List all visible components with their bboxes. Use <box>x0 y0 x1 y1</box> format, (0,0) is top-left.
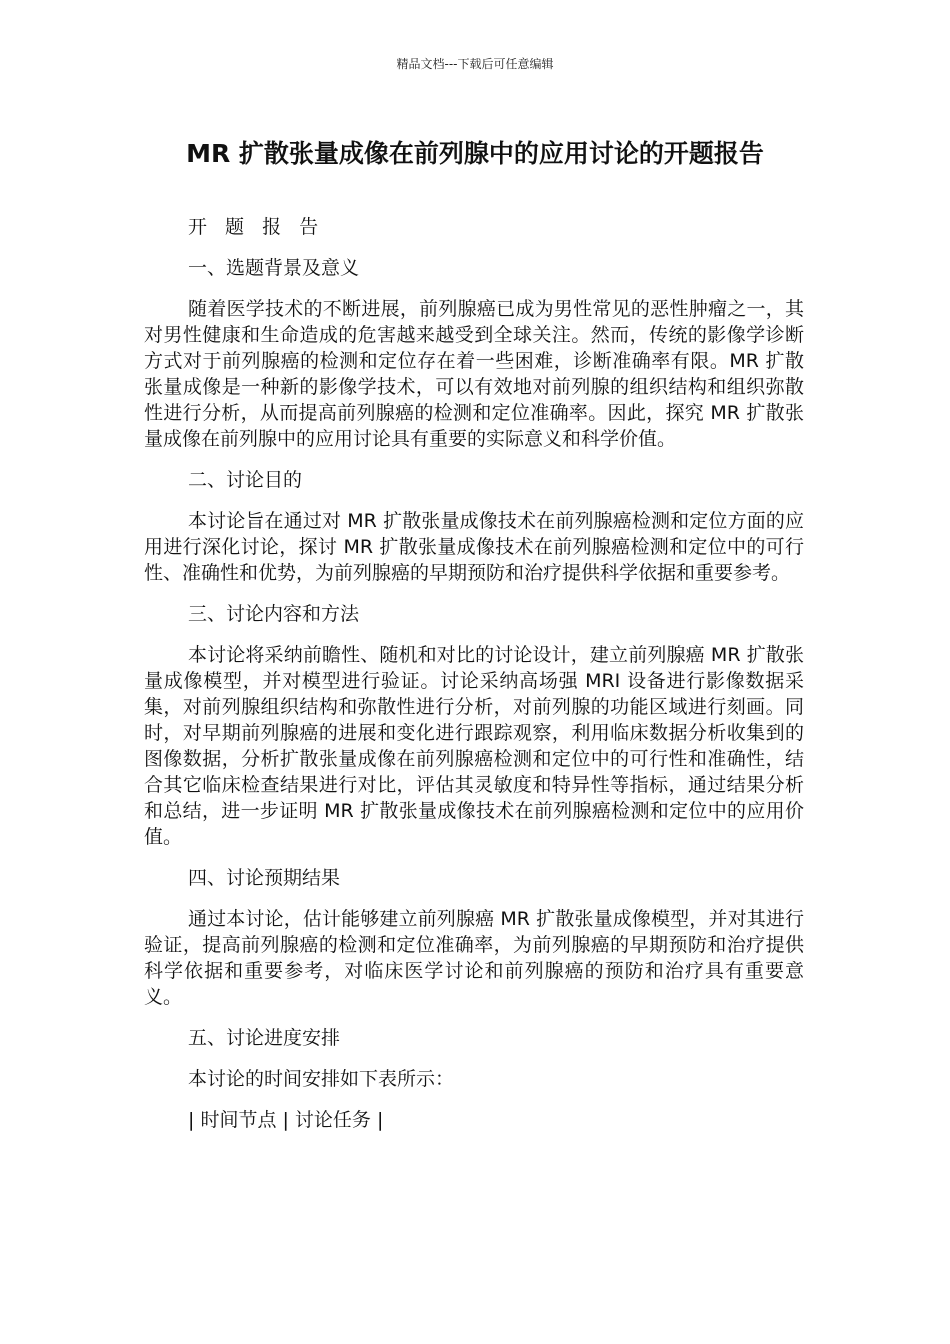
section-paragraph-purpose: 本讨论旨在通过对 MR 扩散张量成像技术在前列腺癌检测和定位方面的应用进行深化讨论，探讨 MR 扩散张量成像技术在前列腺癌检测和定位中的可行性、准确性和优势，为前列腺癌的早期预防和治疗提供科学依据和重要参考。 <box>144 510 804 584</box>
schedule-table-header: | 时间节点 | 讨论任务 | <box>188 1109 384 1131</box>
section-paragraph-background: 随着医学技术的不断进展，前列腺癌已成为男性常见的恶性肿瘤之一，其对男性健康和生命造成的危害越来越受到全球关注。然而，传统的影像学诊断方式对于前列腺癌的检测和定位存在着一些困难，诊断准确率有限。MR 扩散张量成像是一种新的影像学技术，可以有效地对前列腺的组织结构和组织弥散性进行分析，从而提高前列腺癌的检测和定位准确率。因此，探究 MR 扩散张量成像在前列腺中的应用讨论具有重要的实际意义和科学价值。 <box>144 298 804 450</box>
report-label: 开 题 报 告 <box>188 216 325 238</box>
document-body <box>144 214 804 1148</box>
section-paragraph-schedule: 本讨论的时间安排如下表所示： <box>188 1068 455 1090</box>
section-paragraph-expected-results: 通过本讨论，估计能够建立前列腺癌 MR 扩散张量成像模型，并对其进行验证，提高前列腺癌的检测和定位准确率，为前列腺癌的早期预防和治疗提供科学依据和重要参考，对临床医学讨论和前列腺癌的预防和治疗具有重要意义。 <box>144 908 804 1008</box>
section-heading-schedule: 五、讨论进度安排 <box>188 1027 341 1049</box>
section-heading-purpose: 二、讨论目的 <box>188 469 303 491</box>
section-heading-background: 一、选题背景及意义 <box>188 257 360 279</box>
section-heading-methods: 三、讨论内容和方法 <box>188 603 360 625</box>
document-title: MR 扩散张量成像在前列腺中的应用讨论的开题报告 <box>186 139 764 168</box>
section-heading-expected-results: 四、讨论预期结果 <box>188 867 341 889</box>
header-note: 精品文档---下载后可任意编辑 <box>396 57 554 71</box>
section-paragraph-methods: 本讨论将采纳前瞻性、随机和对比的讨论设计，建立前列腺癌 MR 扩散张量成像模型，并对模型进行验证。讨论采纳高场强 MRI 设备进行影像数据采集，对前列腺组织结构和弥散性进行分析，对前列腺的功能区域进行刻画。同时，对早期前列腺癌的进展和变化进行跟踪观察，利用临床数据分析收集到的图像数据，分析扩散张量成像在前列腺癌检测和定位中的可行性和准确性，结合其它临床检查结果进行对比，评估其灵敏度和特异性等指标，通过结果分析和总结，进一步证明 MR 扩散张量成像技术在前列腺癌检测和定位中的应用价值。 <box>144 644 804 848</box>
